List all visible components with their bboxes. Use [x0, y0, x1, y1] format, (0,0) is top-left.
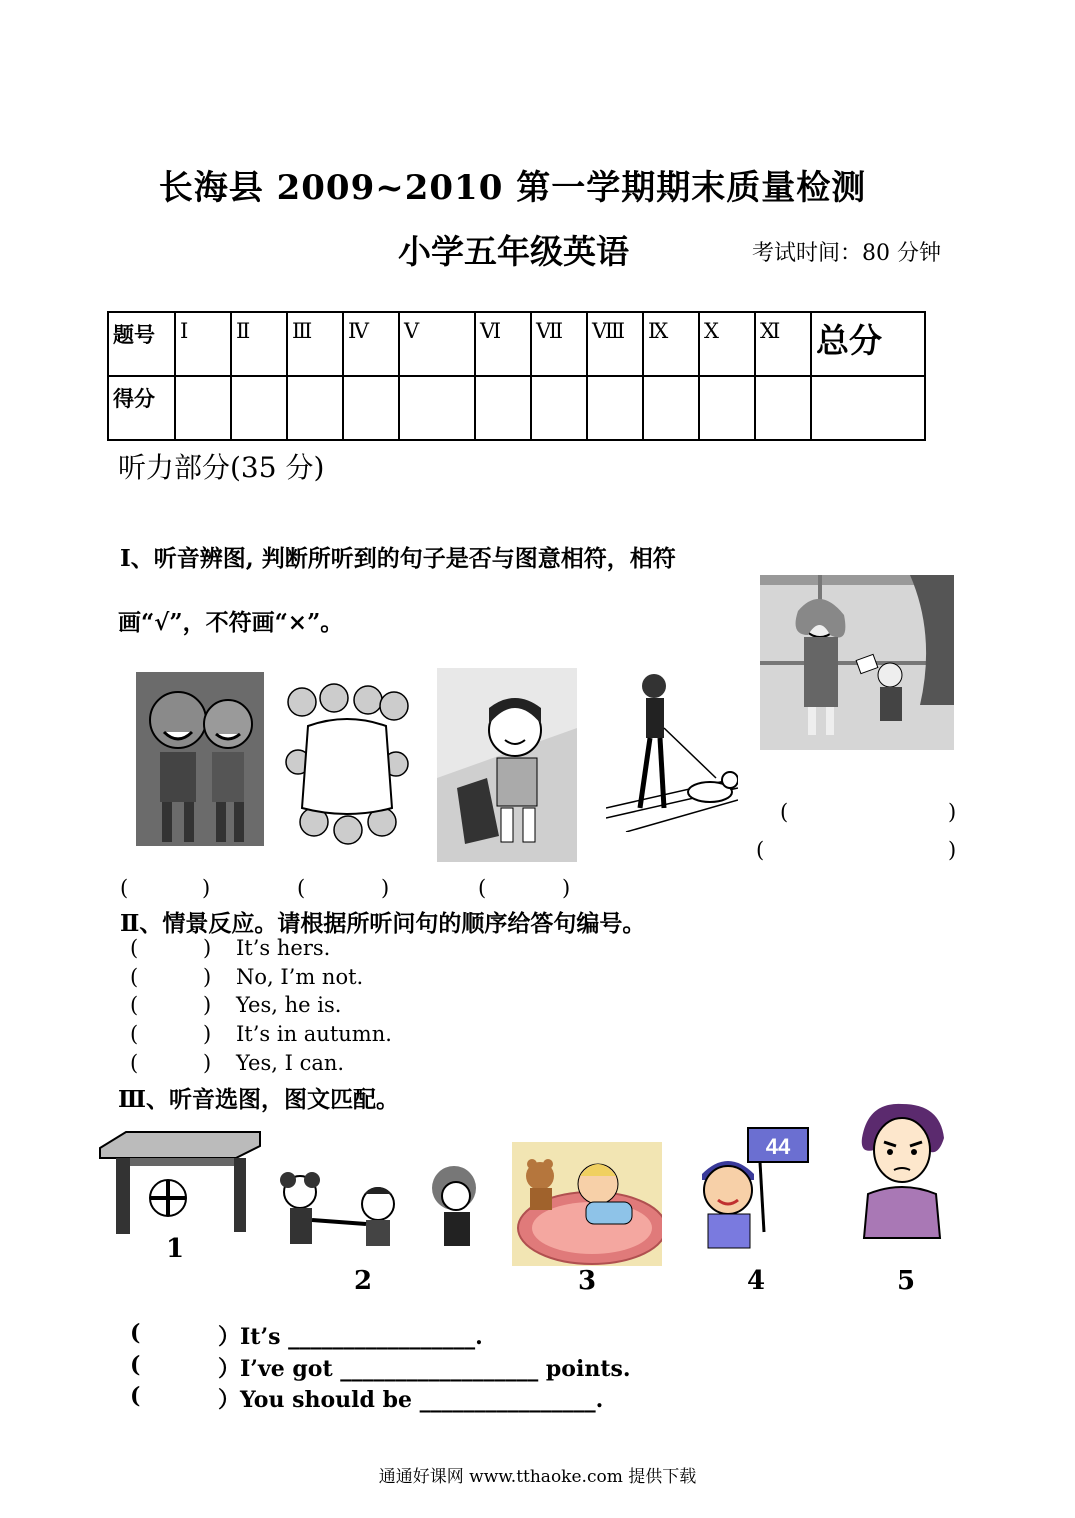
q2-paren-close: ): [203, 1051, 212, 1075]
col-header: Ⅲ: [287, 312, 343, 376]
score-cell[interactable]: [343, 376, 399, 440]
q1-heading-line1: Ⅰ、听音辨图, 判断所听到的句子是否与图意相符，相符: [120, 545, 676, 572]
q2-answer-1: It’s hers.: [236, 936, 331, 960]
score-cell[interactable]: [287, 376, 343, 440]
col-header: Ⅸ: [643, 312, 699, 376]
q3-picture-5-angry-girl-icon: [848, 1098, 954, 1240]
q3-picture-1-ball-under-desk-icon: [96, 1126, 264, 1238]
q3-sentence-2: ）I’ve got __________________ points.: [218, 1356, 631, 1382]
q1-heading-line2: 画“√”，不符画“×”。: [118, 609, 344, 636]
score-table: [107, 311, 926, 441]
col-header: Ⅷ: [587, 312, 643, 376]
q2-paren-open: (: [130, 1022, 139, 1046]
exam-title: 长海县 2009~2010 第一学期期末质量检测: [158, 168, 867, 208]
score-cell[interactable]: [755, 376, 811, 440]
score-cell[interactable]: [175, 376, 231, 440]
q1-answer-paren-2-close: ): [381, 876, 390, 900]
q3-picture-number-1: 1: [166, 1234, 185, 1264]
q1-answer-paren-1-open: (: [120, 876, 129, 900]
q1-answer-paren-4-close: ): [948, 838, 957, 862]
score-cell[interactable]: [531, 376, 587, 440]
q3-picture-4-boy-with-sign-icon: [680, 1122, 812, 1254]
q3-picture-2-children-pulling-icon: [268, 1158, 482, 1250]
score-cell[interactable]: [643, 376, 699, 440]
section-title: 听力部分(35 分): [118, 451, 325, 484]
q1-answer-paren-5-close: ): [948, 800, 957, 824]
row-label-score: 得分: [108, 376, 175, 440]
exam-subtitle: 小学五年级英语: [398, 232, 629, 271]
q1-answer-paren-5-open: (: [780, 800, 789, 824]
col-header: Ⅵ: [475, 312, 531, 376]
q1-answer-paren-3-open: (: [478, 876, 487, 900]
score-table-score-row: [108, 376, 925, 440]
q1-picture-5-teacher-and-boy-icon: [760, 575, 954, 750]
col-header: Ⅳ: [343, 312, 399, 376]
score-cell[interactable]: [231, 376, 287, 440]
q1-picture-2-park-icon: [284, 682, 410, 848]
q1-picture-3-girl-with-bags-icon: [437, 668, 577, 862]
q1-answer-paren-1-close: ): [202, 876, 211, 900]
q2-paren-close: ): [203, 993, 212, 1017]
score-cell[interactable]: [475, 376, 531, 440]
q1-picture-4-boy-walking-dog-icon: [606, 668, 738, 832]
q2-answer-2: No, I’m not.: [236, 965, 364, 989]
sign-number: 44: [765, 1134, 791, 1159]
q2-answer-4: It’s in autumn.: [236, 1022, 392, 1046]
q3-sentence-3: ）You should be ________________.: [218, 1387, 604, 1413]
col-header: Ⅺ: [755, 312, 811, 376]
q2-paren-open: (: [130, 993, 139, 1017]
q1-answer-paren-4-open: (: [756, 838, 765, 862]
col-header: Ⅱ: [231, 312, 287, 376]
score-table-header-row: [108, 312, 925, 376]
total-score-cell[interactable]: [811, 376, 925, 440]
row-label-question: 题号: [108, 312, 175, 376]
q3-picture-number-3: 3: [578, 1266, 597, 1296]
q2-paren-close: ): [203, 965, 212, 989]
page-footer: 通通好课网 www.tthaoke.com 提供下载: [378, 1467, 697, 1487]
col-header: Ⅶ: [531, 312, 587, 376]
q1-answer-paren-2-open: (: [297, 876, 306, 900]
q3-picture-number-2: 2: [354, 1266, 373, 1296]
total-header: 总分: [811, 312, 925, 376]
q3-picture-number-5: 5: [897, 1266, 916, 1296]
q2-paren-open: (: [130, 936, 139, 960]
q1-answer-paren-3-close: ): [562, 876, 571, 900]
exam-duration: 考试时间：80 分钟: [752, 241, 941, 266]
q1-picture-1-two-boys-icon: [136, 672, 264, 846]
q3-picture-number-4: 4: [747, 1266, 766, 1296]
q3-heading: Ⅲ、听音选图，图文匹配。: [118, 1086, 400, 1113]
q3-paren-open: (: [130, 1320, 141, 1346]
q3-paren-open: (: [130, 1383, 141, 1409]
q2-paren-close: ): [203, 1022, 212, 1046]
score-cell[interactable]: [587, 376, 643, 440]
q3-sentence-1: ）It’s _________________.: [218, 1324, 483, 1350]
col-header: Ⅹ: [699, 312, 755, 376]
col-header: Ⅴ: [399, 312, 475, 376]
q2-paren-close: ): [203, 936, 212, 960]
score-cell[interactable]: [699, 376, 755, 440]
col-header: Ⅰ: [175, 312, 231, 376]
q2-heading: Ⅱ、情景反应。请根据所听问句的顺序给答句编号。: [120, 910, 646, 937]
q3-picture-3-baby-crawling-icon: [512, 1142, 662, 1266]
score-cell[interactable]: [399, 376, 475, 440]
q2-answer-3: Yes, he is.: [236, 993, 342, 1017]
q2-answer-5: Yes, I can.: [236, 1051, 345, 1075]
q3-paren-open: (: [130, 1352, 141, 1378]
q2-paren-open: (: [130, 1051, 139, 1075]
q2-paren-open: (: [130, 965, 139, 989]
